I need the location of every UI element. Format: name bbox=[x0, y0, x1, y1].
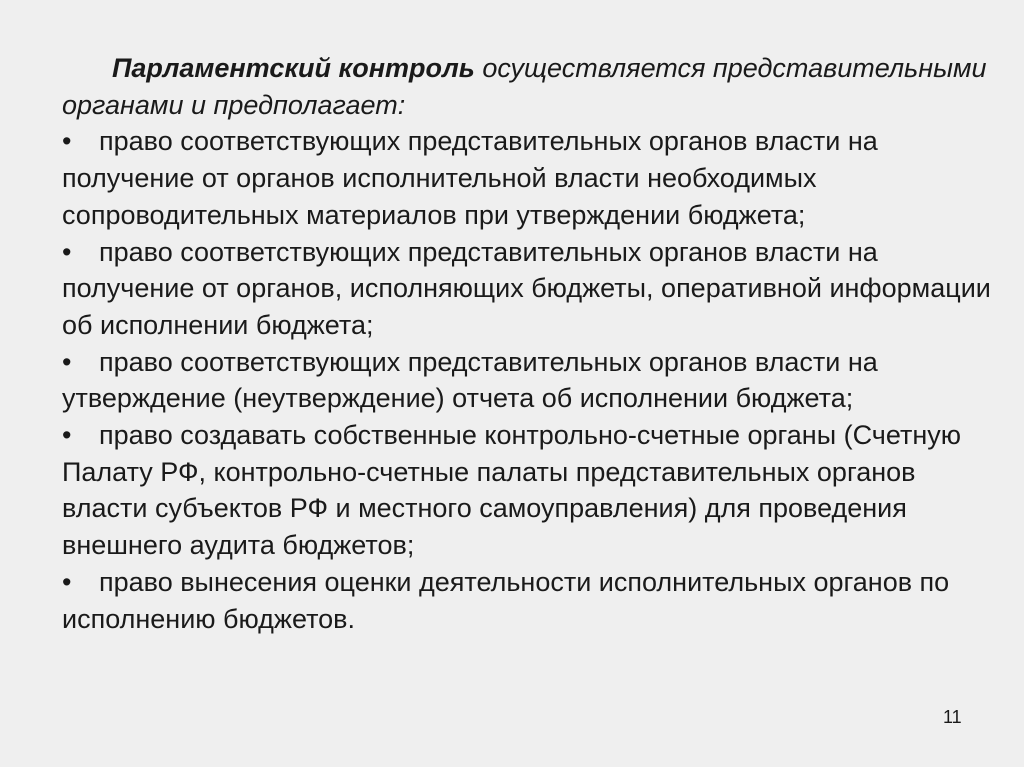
bullet-text: право создавать собственные контрольно-счетные органы (Счетную Палату РФ, контрольно-счетные палаты представительных органов власти субъектов РФ и местного самоуправления) для проведения внешнего аудита бюджетов; bbox=[62, 420, 962, 561]
list-item bbox=[62, 344, 1007, 417]
list-item bbox=[62, 417, 1007, 564]
list-item bbox=[62, 234, 1007, 344]
intro-italic-text: осуществляется представительными органами и предполагает: bbox=[62, 53, 987, 120]
bullet-list bbox=[62, 123, 1007, 637]
list-item bbox=[62, 123, 1007, 233]
bullet-symbol: • bbox=[62, 126, 72, 157]
bullet-text: право вынесения оценки деятельности исполнительных органов по исполнению бюджетов. bbox=[62, 566, 950, 634]
bullet-symbol: • bbox=[62, 236, 72, 267]
bullet-symbol: • bbox=[62, 420, 72, 451]
list-item bbox=[62, 564, 1007, 637]
bullet-text: право соответствующих представительных органов власти на получение от органов исполнительной власти необходимых сопроводительных материалов при утверждении бюджета; bbox=[62, 126, 878, 230]
intro-bold-lead: Парламентский контроль bbox=[112, 53, 475, 83]
page-number: 11 bbox=[943, 707, 962, 727]
intro-paragraph bbox=[62, 50, 1007, 123]
bullet-symbol: • bbox=[62, 346, 72, 377]
bullet-text: право соответствующих представительных органов власти на утверждение (неутверждение) отчета об исполнении бюджета; bbox=[62, 346, 878, 414]
bullet-symbol: • bbox=[62, 566, 72, 597]
bullet-text: право соответствующих представительных органов власти на получение от органов, исполняющих бюджеты, оперативной информации об исполнении бюджета; bbox=[62, 236, 991, 340]
slide-body bbox=[62, 50, 1007, 637]
